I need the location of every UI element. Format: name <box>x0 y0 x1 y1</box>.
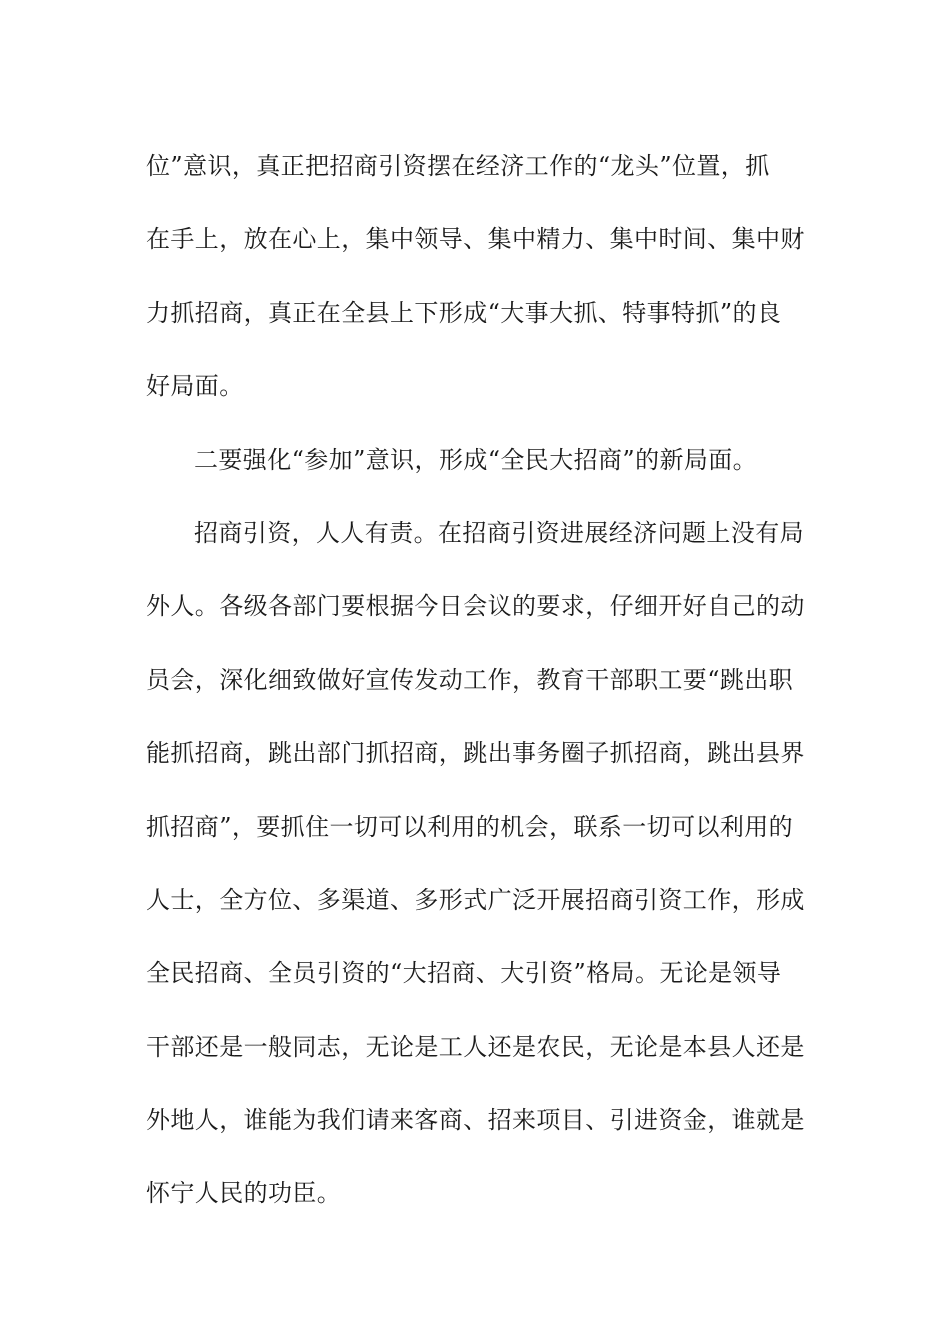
document-body <box>146 130 805 1231</box>
text-line: 怀宁人民的功臣。 <box>146 1179 342 1208</box>
text-line: 外人。各级各部门要根据今日会议的要求，仔细开好自己的动 <box>146 592 805 621</box>
text-line: 力抓招商，真正在全县上下形成“大事大抓、特事特抓”的良 <box>146 298 782 327</box>
text-line: 能抓招商，跳出部门抓招商，跳出事务圈子抓招商，跳出县界 <box>146 739 805 768</box>
text-line: 招商引资，人人有责。在招商引资进展经济问题上没有局 <box>194 518 804 547</box>
text-line: 位”意识，真正把招商引资摆在经济工作的“龙头”位置，抓 <box>146 152 770 180</box>
text-line: 在手上，放在心上，集中领导、集中精力、集中时间、集中财 <box>146 225 805 254</box>
text-line: 员会，深化细致做好宣传发动工作，教育干部职工要“跳出职 <box>146 665 794 694</box>
text-line: 干部还是一般同志，无论是工人还是农民，无论是本县人还是 <box>146 1032 805 1061</box>
section-heading: 二要强化“参加”意识，形成“全民大招商”的新局面。 <box>194 445 758 474</box>
text-line: 全民招商、全员引资的“大招商、大引资”格局。无论是领导 <box>146 959 782 988</box>
text-line: 好局面。 <box>146 372 244 401</box>
text-line: 人士，全方位、多渠道、多形式广泛开展招商引资工作，形成 <box>146 885 805 914</box>
text-line: 抓招商”，要抓住一切可以利用的机会，联系一切可以利用的 <box>146 812 794 841</box>
text-line: 外地人，谁能为我们请来客商、招来项目、引进资金，谁就是 <box>146 1106 805 1135</box>
